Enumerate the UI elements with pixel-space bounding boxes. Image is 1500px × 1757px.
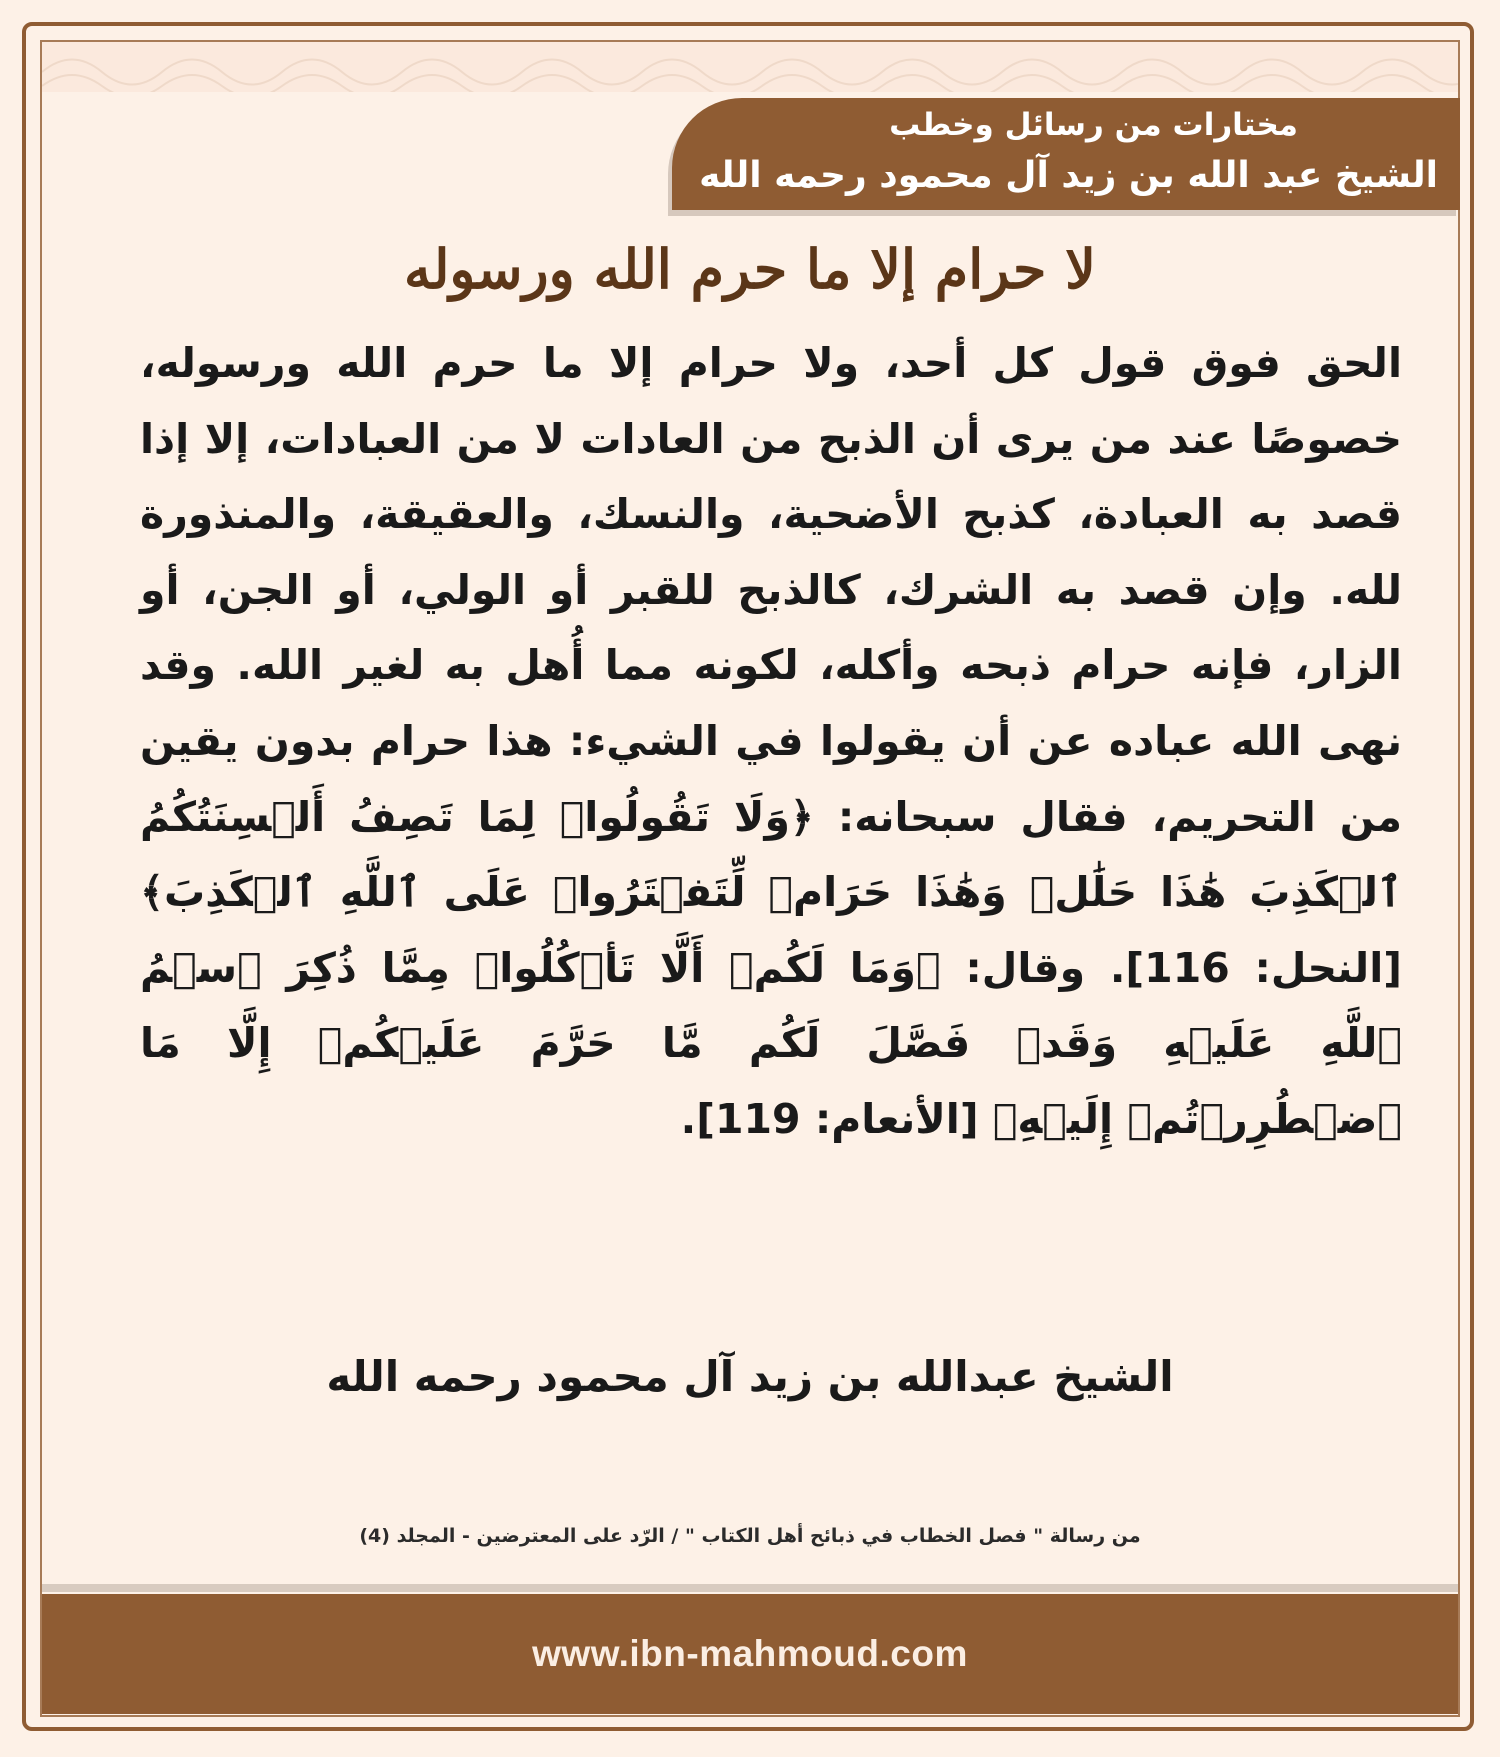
page-title: لا حرام إلا ما حرم الله ورسوله [404, 237, 1096, 301]
decorative-pattern [42, 42, 1458, 92]
series-title: مختارات من رسائل وخطب [889, 107, 1298, 143]
website-link[interactable]: www.ibn-mahmoud.com [532, 1633, 968, 1674]
author-signature: الشيخ عبدالله بن زيد آل محمود رحمه الله [326, 1352, 1174, 1401]
author-name-header: الشيخ عبد الله بن زيد آل محمود رحمه الله [699, 155, 1438, 196]
body-paragraph: الحق فوق قول كل أحد، ولا حرام إلا ما حرم الله ورسوله، خصوصًا عند من يرى أن الذبح من العادات لا من العبادات، إلا إذا قصد به العبادة، كذبح الأضحية، والنسك، والعقيقة، والمنذورة لله. وإن قصد به الشرك، كالذبح للقبر أو الولي، أو الجن، أو الزار، فإنه حرام ذبحه وأكله، لكونه مما أُهل به لغير الله. وقد نهى الله عباده عن أن يقولوا في الشيء: هذا حرام بدون يقين من التحريم، فقال سبحانه: ﴿وَلَا تَقُولُوا۟ لِمَا تَصِفُ أَلۡسِنَتُكُمُ ٱلۡكَذِبَ هَٰذَا حَلَٰلٞ وَهَٰذَا حَرَامٞ لِّتَفۡتَرُوا۟ عَلَى ٱللَّهِ ٱلۡكَذِبَ﴾ [النحل: 116]. وقال: ﴿وَمَا لَكُمۡ أَلَّا تَأۡكُلُوا۟ مِمَّا ذُكِرَ ٱسۡمُ ٱللَّهِ عَلَيۡهِ وَقَدۡ فَصَّلَ لَكُم مَّا حَرَّمَ عَلَيۡكُمۡ إِلَّا مَا ٱضۡطُرِرۡتُمۡ إِلَيۡهِ﴾ [الأنعام: 119]. [140, 339, 1402, 1143]
source-citation: من رسالة " فصل الخطاب في ذبائح أهل الكتاب " / الرّد على المعترضين - المجلد (4) [359, 1525, 1141, 1547]
footer-bar [42, 1594, 1458, 1714]
header-tab [672, 98, 1460, 210]
footer-shadow [42, 1584, 1458, 1592]
